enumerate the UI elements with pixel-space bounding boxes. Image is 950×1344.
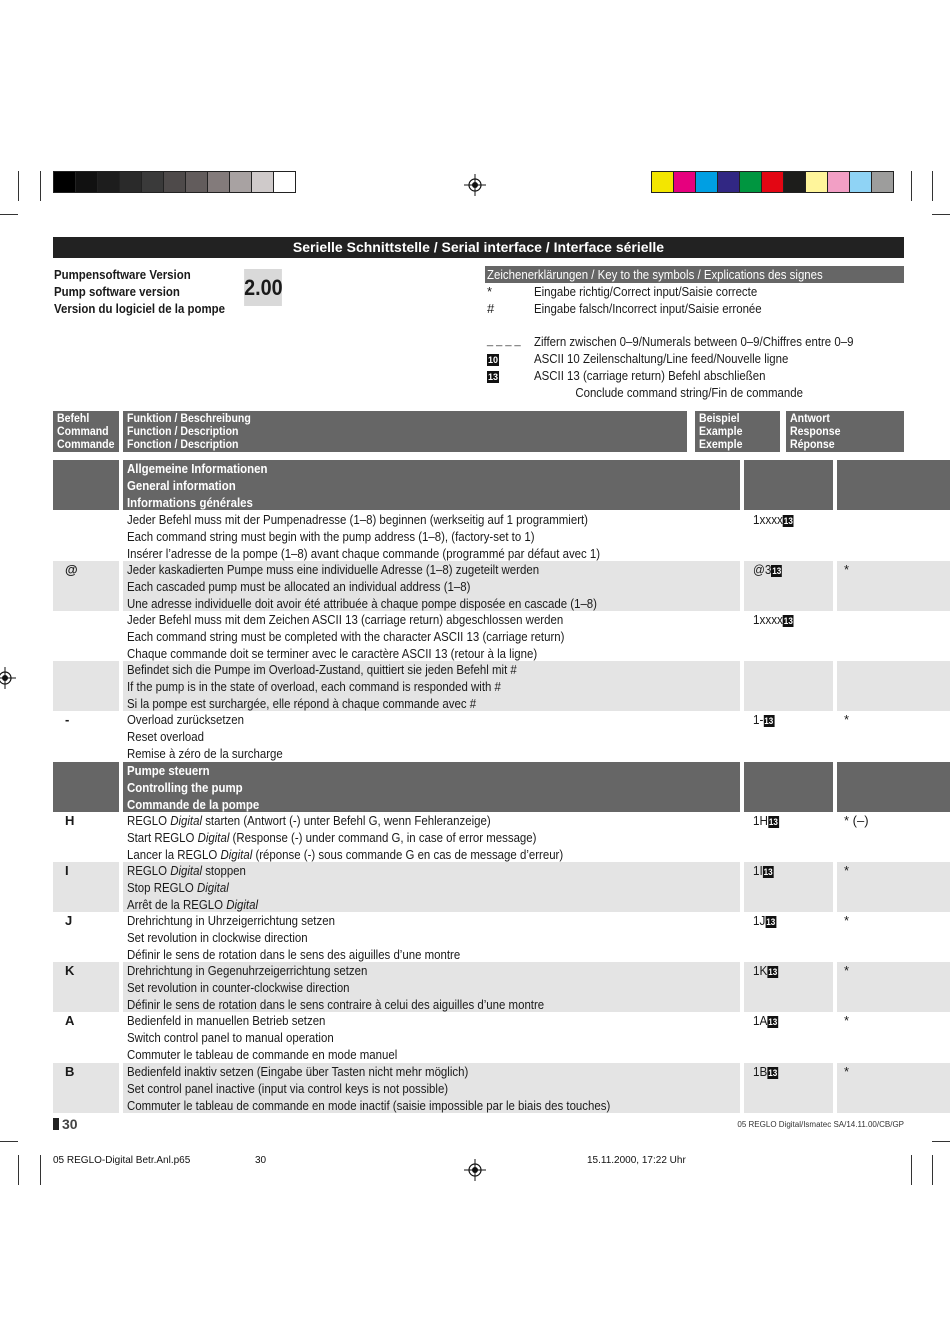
table-row xyxy=(53,1012,904,1063)
color-swatch xyxy=(718,172,740,192)
ascii-13-icon: 13 xyxy=(763,866,773,877)
description-cell xyxy=(123,661,740,711)
color-swatch xyxy=(674,172,696,192)
description-cell xyxy=(123,511,740,561)
gray-swatch xyxy=(98,172,120,192)
response-cell: * xyxy=(837,1063,950,1113)
crop-mark xyxy=(0,1141,18,1142)
table-row xyxy=(53,711,904,762)
description-line: Switch control panel to manual operation xyxy=(127,1030,334,1045)
example-cell xyxy=(744,762,833,812)
response-cell: * xyxy=(844,1013,850,1028)
key-text: Eingabe richtig/Correct input/Saisie correcte xyxy=(534,284,758,299)
header-response-de: Antwort xyxy=(790,411,830,425)
key-text: ASCII 13 (carriage return) Befehl abschließen xyxy=(534,368,766,383)
gray-swatch xyxy=(142,172,164,192)
response-cell: * xyxy=(844,712,850,727)
description-line: Remise à zéro de la surcharge xyxy=(127,746,283,761)
header-command-fr: Commande xyxy=(57,437,115,451)
gray-swatch xyxy=(186,172,208,192)
command-cell xyxy=(53,611,119,661)
example-text: 1xxxx13 xyxy=(753,612,793,627)
crop-mark xyxy=(932,1141,950,1142)
table-row xyxy=(53,812,904,862)
response-cell: * (–) xyxy=(844,813,869,828)
description-line: Si la pompe est surchargée, elle répond à chaque commande avec # xyxy=(127,696,477,711)
response-cell xyxy=(837,762,950,812)
response-cell: * xyxy=(837,561,950,611)
ascii-13-icon: 13 xyxy=(768,1067,778,1078)
gray-swatch xyxy=(54,172,76,192)
ascii-13-icon: 13 xyxy=(768,966,778,977)
description-line: Commuter le tableau de commande en mode inactif (saisie impossible par le biais des touches) xyxy=(127,1098,611,1113)
header-command-de: Befehl xyxy=(57,411,90,425)
description-line: Set revolution in clockwise direction xyxy=(127,930,308,945)
ascii-13-icon: 13 xyxy=(783,515,793,526)
ascii-13-icon: 13 xyxy=(783,615,793,626)
command-cell xyxy=(53,762,119,812)
description-line: Drehrichtung in Gegenuhrzeigerrichtung setzen xyxy=(127,963,368,978)
description-line: General information xyxy=(127,478,236,493)
table-row xyxy=(53,611,904,661)
example-cell xyxy=(744,611,833,661)
example-cell xyxy=(744,460,833,510)
software-version-label-fr: Version du logiciel de la pompe xyxy=(54,301,226,316)
header-function-fr: Fonction / Description xyxy=(127,437,239,451)
command-cell: A xyxy=(65,1013,75,1028)
software-version-label-de: Pumpensoftware Version xyxy=(54,267,191,282)
gray-swatch xyxy=(164,172,186,192)
table-row xyxy=(53,661,904,711)
crop-mark xyxy=(40,171,41,201)
ascii-13-icon: 13 xyxy=(768,816,778,827)
color-swatch xyxy=(784,172,806,192)
key-heading-text: Zeichenerklärungen / Key to the symbols / Explications des signes xyxy=(487,267,823,282)
command-cell: @ xyxy=(53,561,119,611)
example-text: 1H13 xyxy=(753,813,778,828)
response-cell: * xyxy=(837,862,950,912)
example-text: 1J13 xyxy=(753,913,776,928)
key-symbol: * xyxy=(487,284,493,299)
table-row xyxy=(53,862,904,912)
slug-date: 15.11.2000, 17:22 Uhr xyxy=(587,1155,686,1166)
color-swatch xyxy=(828,172,850,192)
color-swatch xyxy=(872,172,893,192)
description-cell xyxy=(123,862,740,912)
registration-mark-icon xyxy=(464,1159,486,1181)
description-line: Overload zurücksetzen xyxy=(127,712,244,727)
description-line: Insérer l’adresse de la pompe (1–8) avant chaque commande (programmé par défaut avec 1) xyxy=(127,546,601,561)
example-cell xyxy=(744,511,833,561)
crop-mark xyxy=(0,214,18,215)
response-cell xyxy=(837,661,950,711)
example-text: 1K13 xyxy=(753,963,778,978)
command-cell: J xyxy=(65,913,73,928)
description-line: Stop REGLO Digital xyxy=(127,880,229,895)
description-line: Lancer la REGLO Digital (réponse (-) sous commande G en cas de message d’erreur) xyxy=(127,847,564,862)
registration-mark-icon xyxy=(464,174,486,196)
gray-swatch xyxy=(230,172,252,192)
registration-mark-icon xyxy=(0,667,16,689)
crop-mark xyxy=(932,214,950,215)
response-cell xyxy=(837,511,950,561)
response-cell: * xyxy=(844,913,850,928)
command-cell: - xyxy=(65,712,70,727)
color-bar xyxy=(651,171,894,193)
description-line: Chaque commande doit se terminer avec le caractère ASCII 13 (retour à la ligne) xyxy=(127,646,538,661)
ascii-13-icon: 13 xyxy=(772,565,782,576)
example-cell xyxy=(744,862,833,912)
description-cell xyxy=(123,962,740,1012)
description-line: Définir le sens de rotation dans le sens contraire à celui des aiguilles d’une montre xyxy=(127,997,545,1012)
grayscale-bar xyxy=(53,171,296,193)
header-response-en: Response xyxy=(790,424,841,438)
crop-mark xyxy=(18,171,19,201)
header-example-en: Example xyxy=(699,424,743,438)
color-swatch xyxy=(696,172,718,192)
example-cell xyxy=(744,1063,833,1113)
header-response xyxy=(786,411,904,452)
section-row xyxy=(53,762,904,812)
description-line: Each cascaded pump must be allocated an individual address (1–8) xyxy=(127,579,471,594)
table-row xyxy=(53,1063,904,1113)
command-cell: K xyxy=(53,962,119,1012)
example-cell xyxy=(744,962,833,1012)
key-text: Conclude command string/Fin de commande xyxy=(534,385,803,400)
description-cell xyxy=(123,561,740,611)
color-swatch xyxy=(806,172,828,192)
crop-mark xyxy=(40,1155,41,1185)
response-cell xyxy=(837,460,950,510)
example-cell xyxy=(744,1012,833,1063)
description-line: Each command string must be completed with the character ASCII 13 (carriage return) xyxy=(127,629,565,644)
description-line: REGLO Digital stoppen xyxy=(127,863,246,878)
color-swatch xyxy=(762,172,784,192)
key-symbol: _ _ _ _ xyxy=(487,335,521,347)
table-row xyxy=(53,511,904,561)
slug-page: 30 xyxy=(255,1155,267,1166)
crop-mark xyxy=(18,1155,19,1185)
gray-swatch xyxy=(274,172,295,192)
response-cell xyxy=(837,611,950,661)
key-heading xyxy=(485,266,904,283)
color-swatch xyxy=(652,172,674,192)
crop-mark xyxy=(932,1155,933,1185)
description-line: Jeder Befehl muss mit dem Zeichen ASCII 13 (carriage return) abgeschlossen werden xyxy=(127,612,564,627)
description-line: REGLO Digital starten (Antwort (-) unter Befehl G, wenn Fehleranzeige) xyxy=(127,813,491,828)
ascii-13-icon: 13 xyxy=(764,715,774,726)
header-command xyxy=(53,411,119,452)
description-line: Controlling the pump xyxy=(127,780,243,795)
description-line: Jeder kaskadierten Pumpe muss eine individuelle Adresse (1–8) zugeteilt werden xyxy=(127,562,540,577)
description-cell xyxy=(123,812,740,862)
example-cell xyxy=(744,561,833,611)
key-symbol: # xyxy=(487,301,495,316)
example-cell xyxy=(744,912,833,962)
description-line: Commuter le tableau de commande en mode manuel xyxy=(127,1047,398,1062)
description-line: Une adresse individuelle doit avoir été attribuée à chaque pompe disposée en cascade (1–8) xyxy=(127,596,597,611)
crop-mark xyxy=(932,171,933,201)
crop-mark xyxy=(911,1155,912,1185)
example-text: 1A13 xyxy=(753,1013,778,1028)
header-response-fr: Réponse xyxy=(790,437,835,451)
example-cell xyxy=(744,711,833,762)
section-row xyxy=(53,460,904,510)
description-line: Définir le sens de rotation dans le sens des aiguilles d’une montre xyxy=(127,947,461,962)
description-line: Befindet sich die Pumpe im Overload-Zustand, quittiert sie jeden Befehl mit # xyxy=(127,662,517,677)
description-cell xyxy=(123,711,740,762)
software-version-value: 2.00 xyxy=(244,269,282,306)
description-line: Jeder Befehl muss mit der Pumpenadresse (1–8) beginnen (werkseitig auf 1 programmiert) xyxy=(127,512,588,527)
key-text: Ziffern zwischen 0–9/Numerals between 0–9/Chiffres entre 0–9 xyxy=(534,334,854,349)
description-cell xyxy=(123,460,740,510)
description-line: Commande de la pompe xyxy=(127,797,260,812)
description-line: Drehrichtung in Uhrzeigerrichtung setzen xyxy=(127,913,335,928)
description-line: Start REGLO Digital (Response (-) under command G, in case of error message) xyxy=(127,830,537,845)
command-cell: B xyxy=(53,1063,119,1113)
page-title: Serielle Schnittstelle / Serial interface / Interface sérielle xyxy=(53,237,904,258)
example-cell xyxy=(744,812,833,862)
page-number-text: 30 xyxy=(62,1116,78,1132)
description-line: Set control panel inactive (input via control keys is not possible) xyxy=(127,1081,449,1096)
example-text: 1xxxx13 xyxy=(753,512,793,527)
doc-reference: 05 REGLO Digital/Ismatec SA/14.11.00/CB/GP xyxy=(737,1120,904,1129)
header-function-de: Funktion / Beschreibung xyxy=(127,411,251,425)
gray-swatch xyxy=(76,172,98,192)
ascii-13-icon: 13 xyxy=(488,371,499,382)
header-function-en: Function / Description xyxy=(127,424,239,438)
key-text: ASCII 10 Zeilenschaltung/Line feed/Nouvelle ligne xyxy=(534,351,789,366)
ascii-13-icon: 13 xyxy=(766,916,776,927)
description-line: Pumpe steuern xyxy=(127,763,210,778)
color-swatch xyxy=(850,172,872,192)
software-version-label xyxy=(54,266,225,317)
example-text: 1B13 xyxy=(753,1064,778,1079)
table-row xyxy=(53,962,904,1012)
description-line: If the pump is in the state of overload, each command is responded with # xyxy=(127,679,501,694)
color-swatch xyxy=(740,172,762,192)
response-cell: * xyxy=(837,962,950,1012)
description-line: Informations générales xyxy=(127,495,253,510)
description-line: Allgemeine Informationen xyxy=(127,461,268,476)
ascii-13-icon: 13 xyxy=(768,1016,778,1027)
example-text: 1I13 xyxy=(753,863,773,878)
header-example-de: Beispiel xyxy=(699,411,740,425)
gray-swatch xyxy=(208,172,230,192)
command-cell xyxy=(53,661,119,711)
software-version-label-en: Pump software version xyxy=(54,284,180,299)
command-cell: I xyxy=(53,862,119,912)
header-example xyxy=(695,411,780,452)
header-example-fr: Exemple xyxy=(699,437,743,451)
description-line: Reset overload xyxy=(127,729,204,744)
example-text: @313 xyxy=(753,562,782,577)
gray-swatch xyxy=(120,172,142,192)
table-row xyxy=(53,912,904,962)
key-text: Eingabe falsch/Incorrect input/Saisie erronée xyxy=(534,301,762,316)
gray-swatch xyxy=(252,172,274,192)
header-function xyxy=(123,411,687,452)
table-row xyxy=(53,561,904,611)
description-cell xyxy=(123,611,740,661)
crop-mark xyxy=(911,171,912,201)
command-cell xyxy=(53,511,119,561)
description-line: Bedienfeld in manuellen Betrieb setzen xyxy=(127,1013,326,1028)
description-cell xyxy=(123,912,740,962)
description-line: Bedienfeld inaktiv setzen (Eingabe über Tasten nicht mehr möglich) xyxy=(127,1064,469,1079)
page-marker-icon xyxy=(53,1118,59,1130)
ascii-10-icon: 10 xyxy=(488,354,499,365)
description-cell xyxy=(123,1012,740,1063)
description-line: Arrêt de la REGLO Digital xyxy=(127,897,258,912)
example-text: 1-13 xyxy=(753,712,774,727)
description-cell xyxy=(123,1063,740,1113)
header-command-en: Command xyxy=(57,424,109,438)
example-cell xyxy=(744,661,833,711)
command-cell xyxy=(53,460,119,510)
description-cell xyxy=(123,762,740,812)
description-line: Each command string must begin with the pump address (1–8), (factory-set to 1) xyxy=(127,529,535,544)
command-cell: H xyxy=(65,813,75,828)
slug-filename: 05 REGLO-Digital Betr.Anl.p65 xyxy=(53,1155,191,1166)
description-line: Set revolution in counter-clockwise direction xyxy=(127,980,350,995)
page-number xyxy=(53,1116,78,1132)
